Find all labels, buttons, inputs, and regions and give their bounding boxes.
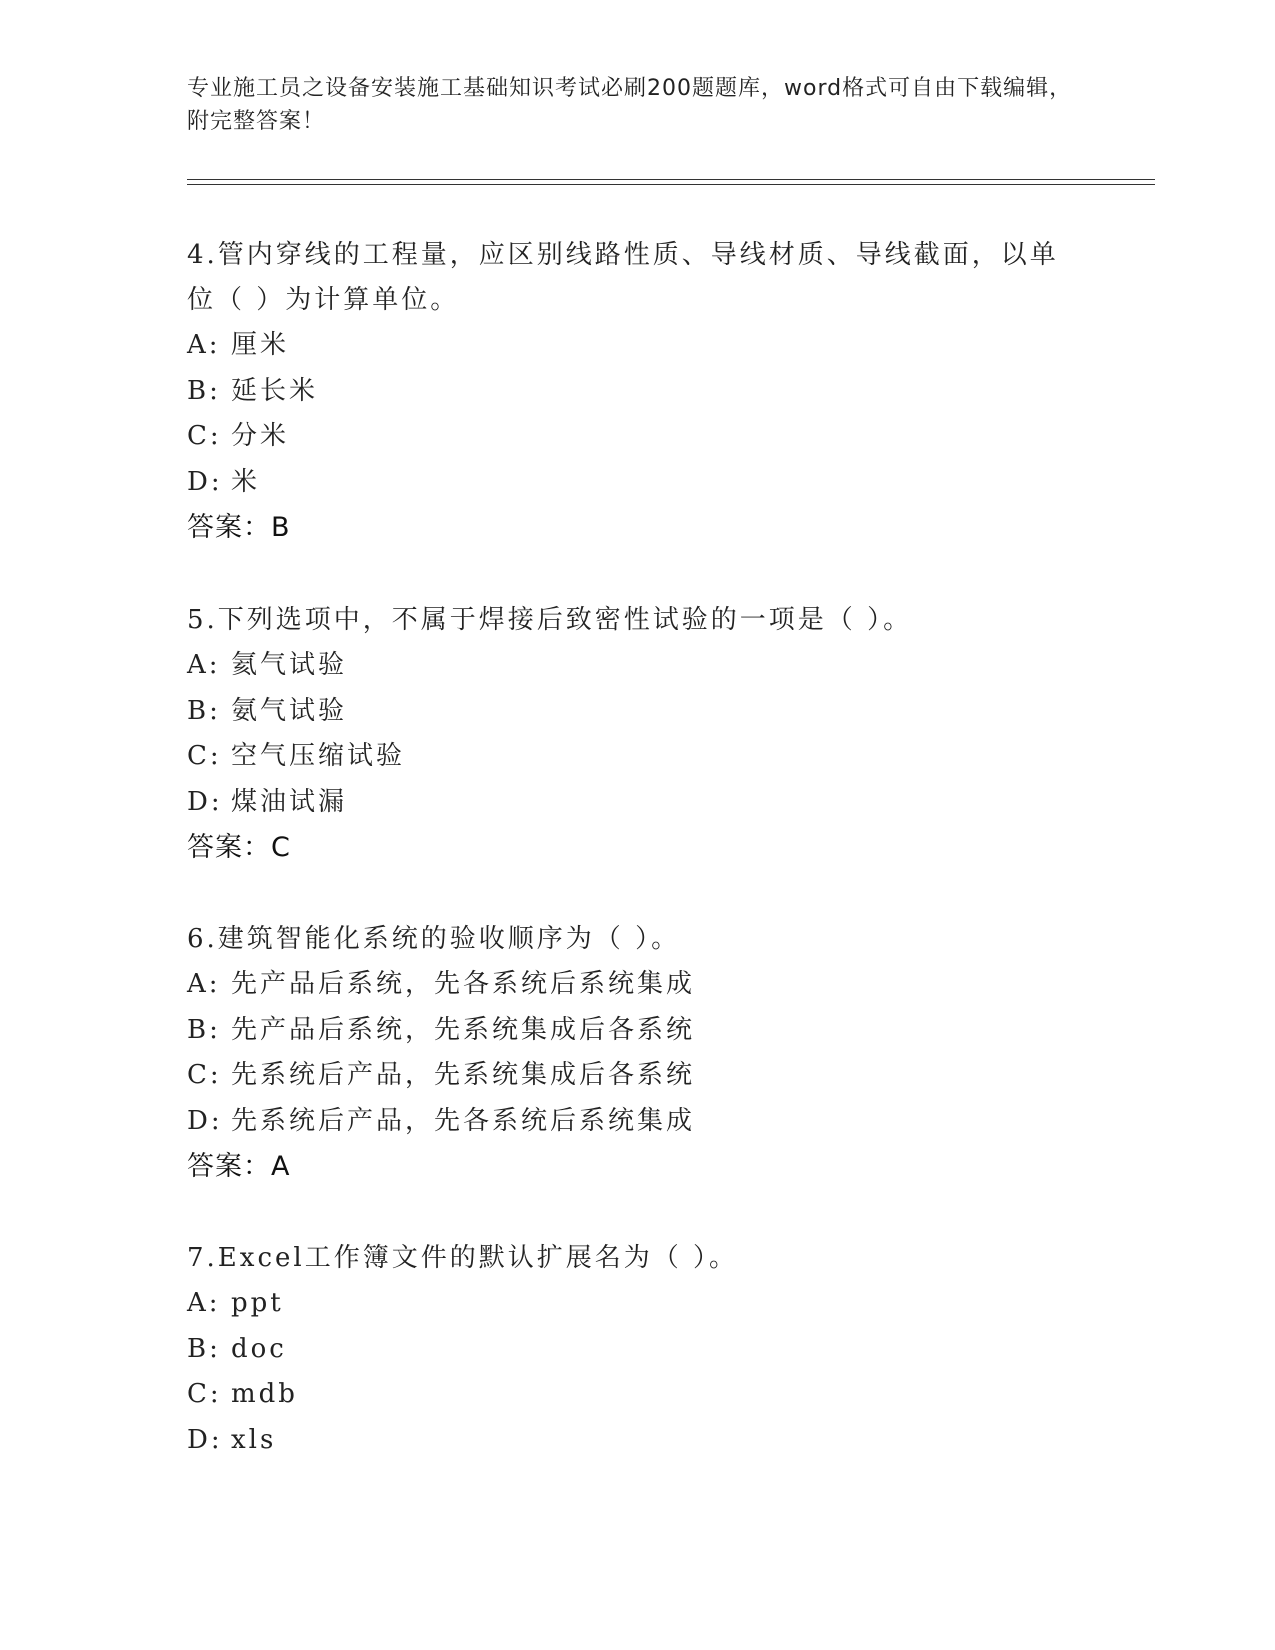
option-letter: D: [187, 1105, 223, 1136]
option-text: 空气压缩试验 [231, 741, 406, 771]
option-letter: B: [187, 1333, 221, 1364]
option-letter: C: [187, 1379, 222, 1409]
option-text: xls [231, 1424, 277, 1455]
question-6 [187, 917, 1087, 1189]
option-d [187, 1099, 1087, 1145]
question-stem: 6.建筑智能化系统的验收顺序为（ ）。 [187, 924, 681, 954]
option-letter: A: [187, 1288, 221, 1318]
option-b [187, 689, 1087, 735]
option-letter: D: [187, 466, 223, 497]
option-text: 米 [231, 466, 261, 497]
option-text: 先产品后系统，先各系统后系统集成 [231, 969, 696, 999]
option-letter: C: [187, 741, 222, 771]
option-text: 先产品后系统，先系统集成后各系统 [231, 1014, 696, 1045]
option-letter: D: [187, 786, 223, 817]
option-letter: B: [187, 375, 221, 406]
question-7 [187, 1236, 1087, 1463]
option-text: ppt [231, 1288, 284, 1318]
option-d [187, 1418, 1087, 1464]
option-c [187, 1053, 1087, 1099]
header-rule-top [187, 179, 1155, 180]
option-letter: A: [187, 330, 221, 360]
answer-line: 答案：A [187, 1151, 291, 1182]
option-a [187, 962, 1087, 1008]
option-text: 分米 [231, 421, 290, 451]
option-c [187, 414, 1087, 460]
question-stem: 5.下列选项中，不属于焊接后致密性试验的一项是（ ）。 [187, 605, 913, 635]
option-letter: B: [187, 695, 221, 726]
option-text: 厘米 [231, 330, 290, 360]
option-b [187, 369, 1087, 415]
option-c [187, 734, 1087, 780]
option-letter: C: [187, 421, 222, 451]
option-text: 先系统后产品，先系统集成后各系统 [231, 1060, 696, 1090]
option-text: 煤油试漏 [231, 786, 348, 817]
option-letter: B: [187, 1014, 221, 1045]
option-b [187, 1008, 1087, 1054]
option-letter: A: [187, 650, 221, 680]
document-header: 专业施工员之设备安装施工基础知识考试必刷200题题库，word格式可自由下载编辑，附完整答案！ [187, 76, 1073, 134]
option-a [187, 1281, 1087, 1327]
option-d [187, 460, 1087, 506]
option-a [187, 643, 1087, 689]
option-letter: C: [187, 1060, 222, 1090]
option-text: 延长米 [231, 375, 319, 406]
header-rule-bottom [187, 184, 1155, 185]
option-text: 先系统后产品，先各系统后系统集成 [231, 1105, 696, 1136]
option-letter: D: [187, 1424, 223, 1455]
option-a [187, 323, 1087, 369]
option-text: doc [231, 1333, 287, 1364]
question-stem: 4.管内穿线的工程量，应区别线路性质、导线材质、导线截面，以单位（ ）为计算单位。 [187, 240, 1059, 315]
question-5 [187, 598, 1087, 870]
option-letter: A: [187, 969, 221, 999]
option-text: 氨气试验 [231, 695, 348, 726]
option-c [187, 1372, 1087, 1418]
option-text: mdb [231, 1379, 298, 1409]
answer-line: 答案：C [187, 832, 291, 863]
question-4 [187, 233, 1087, 550]
option-text: 氦气试验 [231, 650, 348, 680]
option-b [187, 1327, 1087, 1373]
question-stem: 7.Excel工作簿文件的默认扩展名为（ ）。 [187, 1243, 738, 1273]
answer-line: 答案：B [187, 512, 291, 543]
option-d [187, 780, 1087, 826]
